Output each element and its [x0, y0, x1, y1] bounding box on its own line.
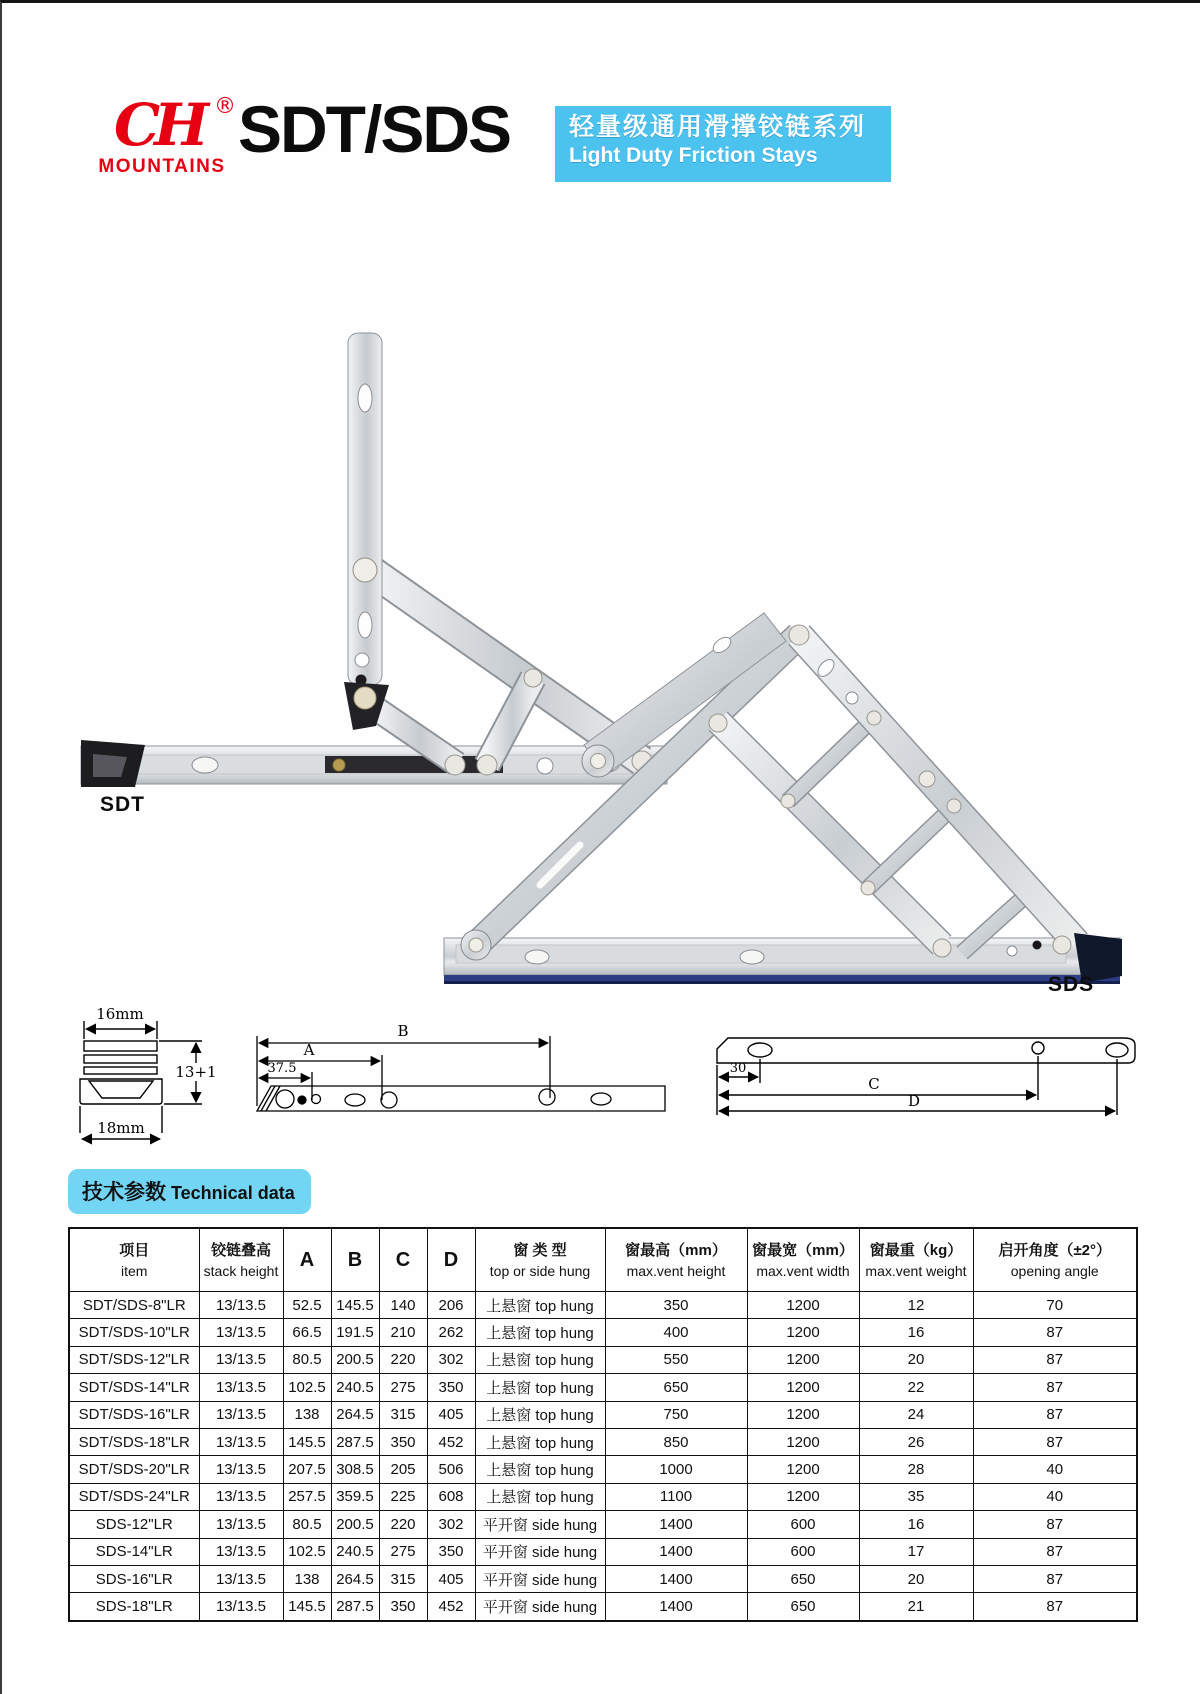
table-cell: 上悬窗 top hung [475, 1483, 605, 1510]
table-row [69, 1319, 1137, 1346]
sds-product-photo [422, 593, 1200, 998]
table-cell: SDT/SDS-10"LR [69, 1319, 199, 1346]
table-cell: 40 [973, 1483, 1137, 1510]
column-header: 铰链叠高 stack height [199, 1228, 283, 1292]
table-cell: SDT/SDS-20"LR [69, 1456, 199, 1483]
table-cell: 350 [379, 1593, 427, 1621]
table-row [69, 1428, 1137, 1455]
table-cell: 上悬窗 top hung [475, 1292, 605, 1319]
table-cell: 13/13.5 [199, 1401, 283, 1428]
table-cell: 287.5 [331, 1593, 379, 1621]
table-cell: 13/13.5 [199, 1292, 283, 1319]
table-cell: 40 [973, 1456, 1137, 1483]
table-cell: 1200 [747, 1346, 859, 1373]
column-header: 窗最重（kg） max.vent weight [859, 1228, 973, 1292]
dim-label-13-1: 13+1 [175, 1063, 217, 1081]
table-cell: 87 [973, 1346, 1137, 1373]
table-cell: 24 [859, 1401, 973, 1428]
column-header: 窗最高（mm） max.vent height [605, 1228, 747, 1292]
table-cell: 191.5 [331, 1319, 379, 1346]
table-cell: 405 [427, 1565, 475, 1592]
table-cell: 350 [605, 1292, 747, 1319]
table-cell: 13/13.5 [199, 1593, 283, 1621]
table-cell: 205 [379, 1456, 427, 1483]
dim-label-d: D [907, 1092, 921, 1110]
table-cell: 87 [973, 1319, 1137, 1346]
table-cell: 1400 [605, 1593, 747, 1621]
table-row [69, 1346, 1137, 1373]
table-cell: 220 [379, 1346, 427, 1373]
table-cell: 359.5 [331, 1483, 379, 1510]
table-cell: 145.5 [331, 1292, 379, 1319]
table-cell: 70 [973, 1292, 1137, 1319]
registered-mark: ® [214, 94, 236, 119]
table-header-row [69, 1228, 1137, 1292]
table-cell: 145.5 [283, 1593, 331, 1621]
table-cell: 17 [859, 1538, 973, 1565]
table-cell: 20 [859, 1565, 973, 1592]
table-cell: 302 [427, 1346, 475, 1373]
table-cell: 87 [973, 1565, 1137, 1592]
table-cell: 145.5 [283, 1428, 331, 1455]
table-cell: 257.5 [283, 1483, 331, 1510]
brand-name: MOUNTAINS [98, 156, 226, 177]
table-cell: 1200 [747, 1401, 859, 1428]
table-cell: 28 [859, 1456, 973, 1483]
table-cell: 87 [973, 1374, 1137, 1401]
table-cell: 13/13.5 [199, 1538, 283, 1565]
table-cell: 87 [973, 1538, 1137, 1565]
sdt-photo-label: SDT [100, 793, 145, 816]
cross-section-drawing [62, 991, 232, 1153]
table-cell: 200.5 [331, 1346, 379, 1373]
table-cell: 350 [379, 1428, 427, 1455]
table-cell: 315 [379, 1565, 427, 1592]
table-cell: SDT/SDS-16"LR [69, 1401, 199, 1428]
table-cell: 452 [427, 1428, 475, 1455]
logo-glyph: CH [114, 91, 203, 159]
table-cell: 13/13.5 [199, 1456, 283, 1483]
table-cell: 13/13.5 [199, 1374, 283, 1401]
table-cell: 240.5 [331, 1538, 379, 1565]
table-cell: 240.5 [331, 1374, 379, 1401]
table-cell: 452 [427, 1593, 475, 1621]
table-cell: 1200 [747, 1374, 859, 1401]
table-cell: 80.5 [283, 1346, 331, 1373]
table-cell: SDS-16"LR [69, 1565, 199, 1592]
table-row [69, 1292, 1137, 1319]
table-cell: SDT/SDS-12"LR [69, 1346, 199, 1373]
table-cell: 206 [427, 1292, 475, 1319]
table-cell: 87 [973, 1401, 1137, 1428]
table-cell: 1200 [747, 1319, 859, 1346]
table-cell: 550 [605, 1346, 747, 1373]
table-cell: 20 [859, 1346, 973, 1373]
column-header: B [331, 1228, 379, 1292]
table-cell: 102.5 [283, 1374, 331, 1401]
column-header: D [427, 1228, 475, 1292]
table-cell: 66.5 [283, 1319, 331, 1346]
column-header: C [379, 1228, 427, 1292]
table-cell: 上悬窗 top hung [475, 1428, 605, 1455]
table-cell: 52.5 [283, 1292, 331, 1319]
column-header: 启开角度（±2°） opening angle [973, 1228, 1137, 1292]
table-cell: 平开窗 side hung [475, 1538, 605, 1565]
table-cell: 350 [427, 1538, 475, 1565]
table-cell: 225 [379, 1483, 427, 1510]
table-row [69, 1593, 1137, 1621]
table-cell: 13/13.5 [199, 1483, 283, 1510]
technical-data-table [68, 1227, 1138, 1622]
series-title-cn: 轻量级通用滑撑铰链系列 [569, 113, 867, 141]
brand-logo [76, 87, 248, 178]
dim-label-c: C [868, 1075, 880, 1093]
table-row [69, 1565, 1137, 1592]
table-cell: 207.5 [283, 1456, 331, 1483]
table-cell: 26 [859, 1428, 973, 1455]
table-cell: 302 [427, 1511, 475, 1538]
table-cell: SDT/SDS-8"LR [69, 1292, 199, 1319]
column-header: 窗 类 型 top or side hung [475, 1228, 605, 1292]
table-row [69, 1401, 1137, 1428]
dim-label-16mm: 16mm [96, 1005, 144, 1023]
table-cell: SDS-14"LR [69, 1538, 199, 1565]
table-cell: 35 [859, 1483, 973, 1510]
table-cell: 1000 [605, 1456, 747, 1483]
table-cell: 850 [605, 1428, 747, 1455]
table-cell: 13/13.5 [199, 1511, 283, 1538]
table-cell: 220 [379, 1511, 427, 1538]
sdt-track-cap-black [81, 740, 145, 787]
table-cell: 264.5 [331, 1401, 379, 1428]
series-title-en: Light Duty Friction Stays [569, 143, 818, 167]
table-cell: 上悬窗 top hung [475, 1346, 605, 1373]
table-cell: 平开窗 side hung [475, 1511, 605, 1538]
table-cell: 600 [747, 1511, 859, 1538]
section-title-en: Technical data [171, 1183, 295, 1203]
section-title-cn: 技术参数 [82, 1181, 166, 1204]
table-cell: 138 [283, 1565, 331, 1592]
table-cell: 138 [283, 1401, 331, 1428]
dim-label-a: A [303, 1041, 315, 1059]
table-body [69, 1292, 1137, 1621]
table-cell: 13/13.5 [199, 1428, 283, 1455]
table-cell: 上悬窗 top hung [475, 1319, 605, 1346]
side-view-drawing [227, 1018, 672, 1118]
top-view-drawing [652, 1003, 1147, 1123]
series-banner [555, 106, 891, 182]
table-cell: 275 [379, 1538, 427, 1565]
table-cell: 210 [379, 1319, 427, 1346]
table-cell: 1200 [747, 1428, 859, 1455]
sds-ladder-arms [718, 635, 1077, 953]
table-cell: 上悬窗 top hung [475, 1374, 605, 1401]
table-cell: 13/13.5 [199, 1565, 283, 1592]
table-cell: 650 [605, 1374, 747, 1401]
table-cell: SDS-18"LR [69, 1593, 199, 1621]
table-cell: 87 [973, 1511, 1137, 1538]
table-cell: 308.5 [331, 1456, 379, 1483]
mountains-logo-icon [76, 87, 248, 159]
dim-label-b: B [397, 1022, 409, 1040]
sds-long-arm [461, 635, 799, 960]
table-cell: 350 [427, 1374, 475, 1401]
table-cell: 140 [379, 1292, 427, 1319]
table-cell: 13/13.5 [199, 1319, 283, 1346]
sds-photo-label: SDS [1048, 973, 1095, 996]
table-cell: 上悬窗 top hung [475, 1456, 605, 1483]
table-cell: 21 [859, 1593, 973, 1621]
column-header: 窗最宽（mm） max.vent width [747, 1228, 859, 1292]
table-cell: 1400 [605, 1538, 747, 1565]
table-cell: 102.5 [283, 1538, 331, 1565]
table-cell: 405 [427, 1401, 475, 1428]
dim-label-37-5: 37.5 [267, 1061, 297, 1076]
table-cell: SDT/SDS-24"LR [69, 1483, 199, 1510]
table-cell: 上悬窗 top hung [475, 1401, 605, 1428]
table-cell: 650 [747, 1565, 859, 1592]
table-row [69, 1456, 1137, 1483]
sds-track [444, 938, 1120, 984]
table-cell: 275 [379, 1374, 427, 1401]
table-cell: 平开窗 side hung [475, 1593, 605, 1621]
table-cell: 16 [859, 1319, 973, 1346]
table-cell: 1400 [605, 1511, 747, 1538]
table-cell: 1100 [605, 1483, 747, 1510]
table-cell: 87 [973, 1593, 1137, 1621]
table-cell: 287.5 [331, 1428, 379, 1455]
table-cell: 13/13.5 [199, 1346, 283, 1373]
table-head [69, 1228, 1137, 1292]
technical-data-section-title [68, 1169, 311, 1214]
table-cell: 22 [859, 1374, 973, 1401]
table-cell: 80.5 [283, 1511, 331, 1538]
table-cell: 750 [605, 1401, 747, 1428]
table-cell: 200.5 [331, 1511, 379, 1538]
table-cell: 400 [605, 1319, 747, 1346]
table-cell: 1200 [747, 1483, 859, 1510]
table-cell: 87 [973, 1428, 1137, 1455]
table-cell: 600 [747, 1538, 859, 1565]
table-cell: SDS-12"LR [69, 1511, 199, 1538]
table-row [69, 1538, 1137, 1565]
table-cell: 264.5 [331, 1565, 379, 1592]
table-cell: 1400 [605, 1565, 747, 1592]
table-row [69, 1511, 1137, 1538]
dim-label-30: 30 [729, 1061, 747, 1076]
table-row [69, 1483, 1137, 1510]
table-cell: SDT/SDS-18"LR [69, 1428, 199, 1455]
page-title: SDT/SDS [238, 92, 511, 166]
table-cell: 262 [427, 1319, 475, 1346]
table-cell: 1200 [747, 1456, 859, 1483]
table-row [69, 1374, 1137, 1401]
table-cell: 16 [859, 1511, 973, 1538]
table-cell: SDT/SDS-14"LR [69, 1374, 199, 1401]
dim-label-18mm: 18mm [97, 1119, 145, 1137]
table-cell: 506 [427, 1456, 475, 1483]
sdt-vent-arm [344, 333, 389, 730]
table-cell: 650 [747, 1593, 859, 1621]
table-cell: 608 [427, 1483, 475, 1510]
column-header: A [283, 1228, 331, 1292]
column-header: 项目 item [69, 1228, 199, 1292]
table-cell: 1200 [747, 1292, 859, 1319]
table-cell: 315 [379, 1401, 427, 1428]
table-cell: 平开窗 side hung [475, 1565, 605, 1592]
table-cell: 12 [859, 1292, 973, 1319]
